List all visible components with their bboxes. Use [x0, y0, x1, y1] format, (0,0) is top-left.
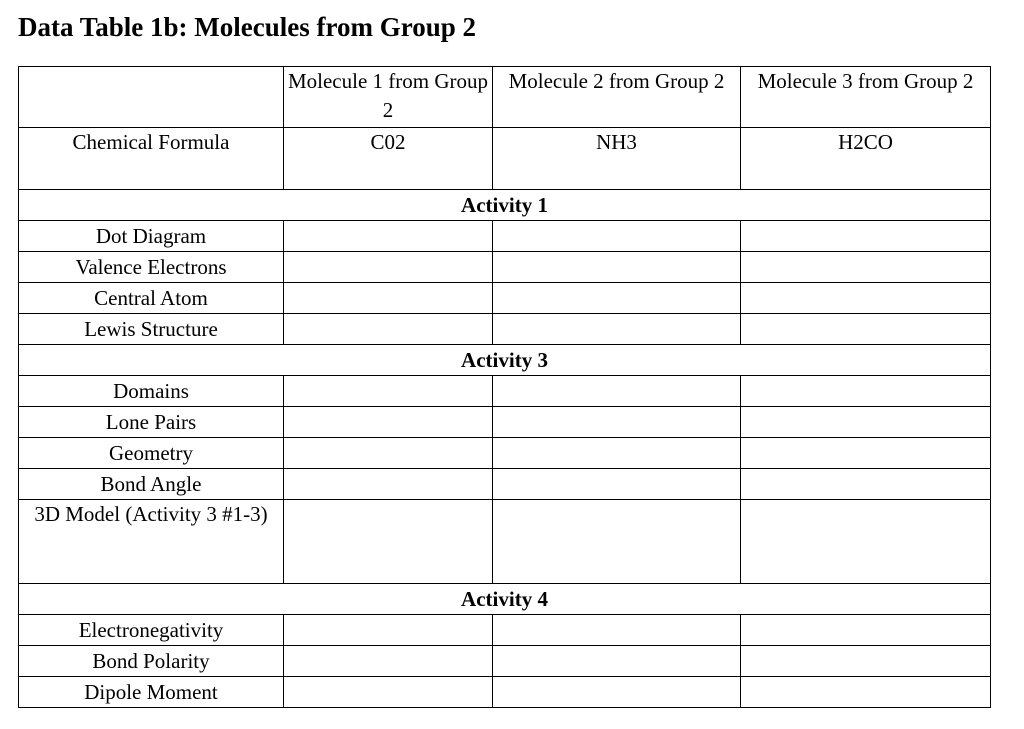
table-row — [19, 500, 991, 584]
empty-answer-cell[interactable] — [741, 252, 991, 283]
empty-answer-cell[interactable] — [284, 283, 493, 314]
empty-answer-cell[interactable] — [741, 469, 991, 500]
table-row — [19, 252, 991, 283]
table-row — [19, 221, 991, 252]
row-label: Dipole Moment — [19, 677, 284, 708]
empty-answer-cell[interactable] — [493, 677, 741, 708]
empty-answer-cell[interactable] — [741, 677, 991, 708]
row-label: Bond Polarity — [19, 646, 284, 677]
table-row — [19, 438, 991, 469]
empty-answer-cell[interactable] — [493, 646, 741, 677]
empty-answer-cell[interactable] — [493, 500, 741, 584]
row-label: Domains — [19, 376, 284, 407]
table-row — [19, 314, 991, 345]
empty-answer-cell[interactable] — [493, 438, 741, 469]
formula-cell: NH3 — [493, 128, 741, 190]
row-label: Lewis Structure — [19, 314, 284, 345]
empty-answer-cell[interactable] — [493, 221, 741, 252]
empty-answer-cell[interactable] — [284, 314, 493, 345]
empty-answer-cell[interactable] — [284, 500, 493, 584]
table-row — [19, 677, 991, 708]
row-label: Electronegativity — [19, 615, 284, 646]
row-label: Bond Angle — [19, 469, 284, 500]
row-label: Geometry — [19, 438, 284, 469]
empty-answer-cell[interactable] — [493, 314, 741, 345]
empty-answer-cell[interactable] — [741, 646, 991, 677]
empty-answer-cell[interactable] — [741, 615, 991, 646]
empty-answer-cell[interactable] — [493, 615, 741, 646]
empty-answer-cell[interactable] — [741, 283, 991, 314]
empty-answer-cell[interactable] — [741, 376, 991, 407]
table-row — [19, 376, 991, 407]
section-title: Activity 4 — [19, 584, 991, 615]
table-row — [19, 407, 991, 438]
row-label: Dot Diagram — [19, 221, 284, 252]
empty-answer-cell[interactable] — [493, 407, 741, 438]
page-title: Data Table 1b: Molecules from Group 2 — [18, 12, 477, 42]
section-header-row — [19, 345, 991, 376]
formula-row — [19, 128, 991, 190]
row-label: Chemical Formula — [19, 128, 284, 190]
empty-answer-cell[interactable] — [741, 438, 991, 469]
empty-answer-cell[interactable] — [284, 469, 493, 500]
table-row — [19, 646, 991, 677]
empty-answer-cell[interactable] — [493, 252, 741, 283]
section-title: Activity 1 — [19, 190, 991, 221]
empty-answer-cell[interactable] — [284, 677, 493, 708]
data-table — [18, 66, 991, 708]
empty-answer-cell[interactable] — [493, 283, 741, 314]
header-cell: Molecule 1 from Group 2 — [284, 67, 493, 128]
row-label: Central Atom — [19, 283, 284, 314]
empty-answer-cell[interactable] — [741, 500, 991, 584]
formula-cell: C02 — [284, 128, 493, 190]
formula-cell: H2CO — [741, 128, 991, 190]
header-row — [19, 67, 991, 128]
empty-answer-cell[interactable] — [493, 376, 741, 407]
table-row — [19, 469, 991, 500]
row-label: 3D Model (Activity 3 #1-3) — [19, 500, 284, 584]
row-label: Lone Pairs — [19, 407, 284, 438]
empty-answer-cell[interactable] — [284, 615, 493, 646]
empty-answer-cell[interactable] — [741, 221, 991, 252]
empty-answer-cell[interactable] — [284, 221, 493, 252]
empty-answer-cell[interactable] — [741, 407, 991, 438]
header-cell — [19, 67, 284, 128]
empty-answer-cell[interactable] — [741, 314, 991, 345]
empty-answer-cell[interactable] — [284, 252, 493, 283]
empty-answer-cell[interactable] — [284, 438, 493, 469]
empty-answer-cell[interactable] — [493, 469, 741, 500]
empty-answer-cell[interactable] — [284, 407, 493, 438]
header-cell: Molecule 3 from Group 2 — [741, 67, 991, 128]
table-row — [19, 615, 991, 646]
header-cell: Molecule 2 from Group 2 — [493, 67, 741, 128]
empty-answer-cell[interactable] — [284, 376, 493, 407]
table-row — [19, 283, 991, 314]
section-title: Activity 3 — [19, 345, 991, 376]
empty-answer-cell[interactable] — [284, 646, 493, 677]
section-header-row — [19, 190, 991, 221]
row-label: Valence Electrons — [19, 252, 284, 283]
section-header-row — [19, 584, 991, 615]
